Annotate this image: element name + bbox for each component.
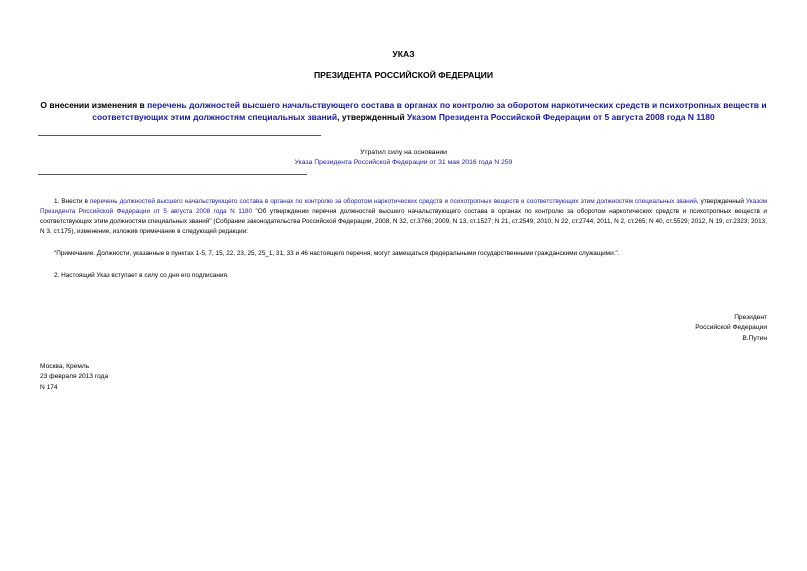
- paragraph-1-pre: 1. Внести в: [54, 198, 90, 205]
- document-title: [40, 100, 767, 123]
- lost-force-label: Утратил силу на основании: [360, 149, 447, 156]
- paragraph-1: [40, 197, 767, 237]
- lost-force-link[interactable]: Указа Президента Российской Федерации от 31 мая 2016 года N 259: [294, 159, 513, 166]
- note-paragraph: "Примечание. Должности, указанные в пунктах 1-5, 7, 15, 22, 23, 25, 25_1, 31, 33 и 46 настоящего перечня, могут замещаться федеральными государственными гражданскими служащими.".: [54, 250, 620, 257]
- title-decree-link[interactable]: Указом Президента Российской Федерации от 5 августа 2008 года N 1180: [407, 111, 715, 122]
- signature-country: Российской Федерации: [695, 324, 767, 332]
- divider-top: [38, 135, 321, 136]
- divider-bottom: [38, 174, 307, 175]
- decree-number: N 174: [40, 383, 58, 391]
- title-mid: , утвержденный: [337, 111, 408, 122]
- paragraph-1-decree-link[interactable]: Указом Президента Российской Федерации от 5 августа 2008 года N 1180: [40, 198, 768, 215]
- signature-block: [567, 313, 767, 344]
- date: 23 февраля 2013 года: [40, 373, 109, 381]
- paragraph-1-post: "Об утверждении перечня должностей высшего начальствующего состава в органах по контролю за оборотом наркотических средств и психотропных веществ и соответствующих этим должностям специальных званий" (Собрание законодательства Российской Федерации, 2008, N 32, ст.3766; 2009, N 13, ст.1527; N 21, ст.2549; 2010, N 22, ст.2744; 2011, N 2, ст.265; N 40, ст.5529; 2012, N 19, ст.2323; 2013, N 3, ст.175), изменение, изложив примечание в следующей редакции:: [40, 208, 767, 235]
- place: Москва, Кремль: [40, 363, 90, 370]
- title-list-link[interactable]: перечень должностей высшего начальствующего состава в органах по контролю за оборотом наркотических средств и психотропных веществ и соответствующих этим должностям специальных званий: [92, 100, 767, 122]
- signature-title: Президент: [734, 314, 767, 321]
- issuer-heading: ПРЕЗИДЕНТА РОССИЙСКОЙ ФЕДЕРАЦИИ: [313, 70, 494, 80]
- signature-name: В.Путин: [742, 334, 767, 342]
- paragraph-1-mid: , утвержденный: [696, 198, 747, 205]
- paragraph-2: 2. Настоящий Указ вступает в силу со дня его подписания.: [54, 272, 229, 279]
- paragraph-1-list-link[interactable]: перечень должностей высшего начальствующего состава в органах по контролю за оборотом наркотических средств и психотропных веществ и соответствующих этим должностям специальных званий: [89, 198, 697, 205]
- doc-type-heading: УКАЗ: [392, 49, 415, 59]
- place-date-block: [40, 362, 240, 393]
- title-pre: О внесении изменения в: [40, 100, 148, 110]
